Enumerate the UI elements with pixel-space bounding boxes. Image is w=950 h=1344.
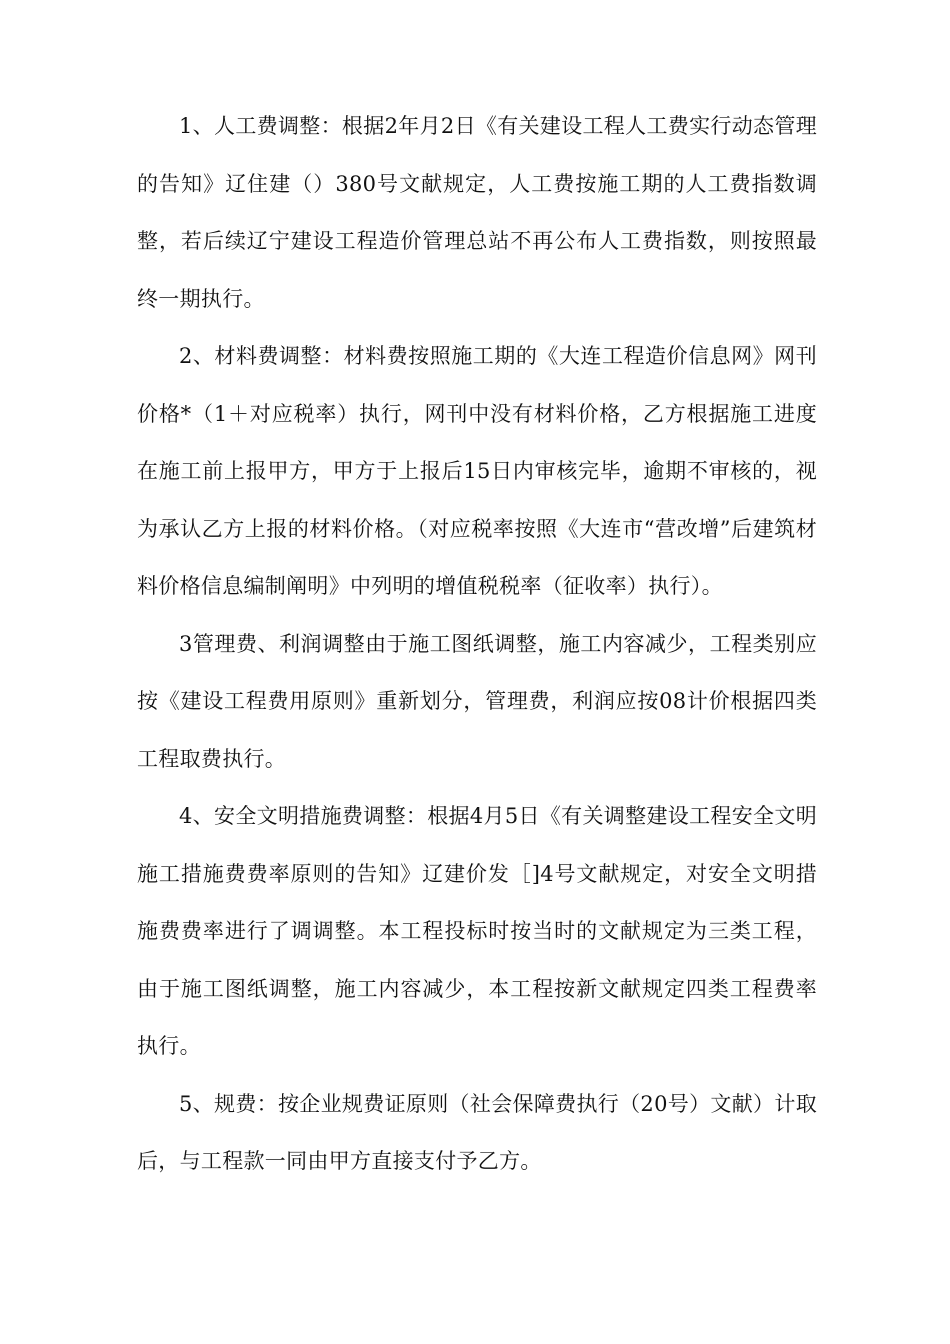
document-body xyxy=(137,98,817,1191)
paragraph-safety-measures: 4、安全文明措施费调整：根据4月5日《有关调整建设工程安全文明施工措施费费率原则的告知》辽建价发［]4号文献规定，对安全文明措施费费率进行了调调整。本工程投标时按当时的文献规定为三类工程，由于施工图纸调整，施工内容减少，本工程按新文献规定四类工程费率执行。 xyxy=(137,804,817,1058)
paragraph-management-profit: 3管理费、利润调整由于施工图纸调整，施工内容减少，工程类别应按《建设工程费用原则》重新划分，管理费，利润应按08计价根据四类工程取费执行。 xyxy=(137,631,817,771)
paragraph-labor-cost: 1、人工费调整：根据2年月2日《有关建设工程人工费实行动态管理的告知》辽住建（）380号文献规定，人工费按施工期的人工费指数调整，若后续辽宁建设工程造价管理总站不再公布人工费指数，则按照最终一期执行。 xyxy=(137,114,817,311)
paragraph-fees: 5、规费：按企业规费证原则（社会保障费执行（20号）文献）计取后，与工程款一同由甲方直接支付予乙方。 xyxy=(137,1091,817,1173)
paragraph-material-cost: 2、材料费调整：材料费按照施工期的《大连工程造价信息网》网刊价格*（1＋对应税率）执行，网刊中没有材料价格，乙方根据施工进度在施工前上报甲方，甲方于上报后15日内审核完毕，逾期不审核的，视为承认乙方上报的材料价格。（对应税率按照《大连市“营改增”后建筑材料价格信息编制阐明》中列明的增值税税率（征收率）执行）。 xyxy=(137,344,817,598)
